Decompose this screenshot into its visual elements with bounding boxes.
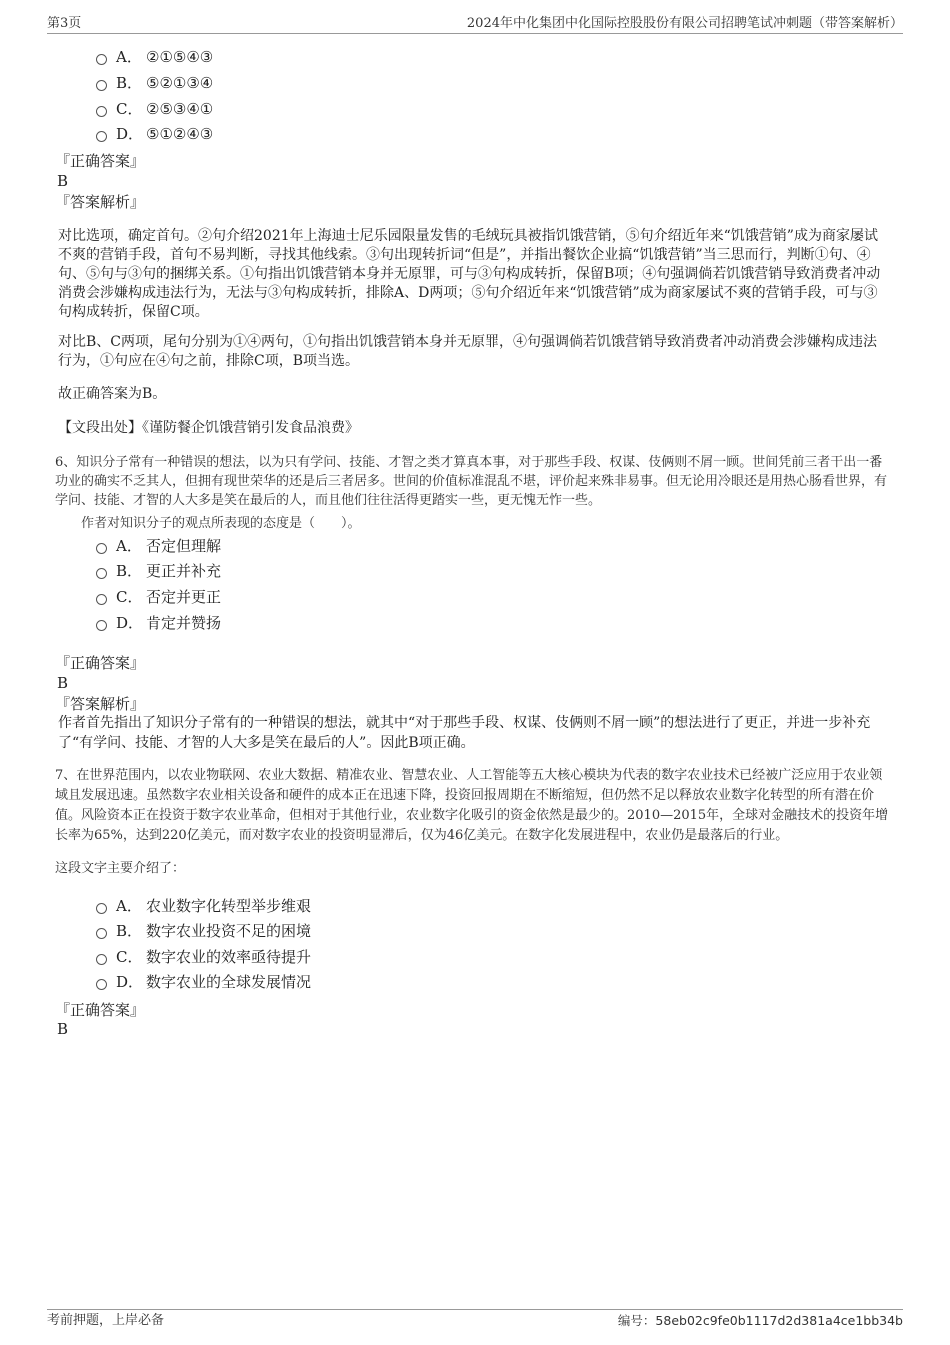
radio-icon[interactable] [96, 54, 107, 65]
q7-option-d[interactable]: D． 数字农业的全球发展情况 [96, 973, 311, 991]
q5-option-b[interactable]: B． ⑤②①③④ [96, 74, 213, 92]
q5-answer-label: 『正确答案』 [55, 152, 146, 170]
q5-analysis-paragraph-2: 对比B、C两项，尾句分别为①④两句，①句指出饥饿营销本身并无原罪，④句强调倘若饥饿营销导致消费者冲动消费会涉嫌构成违法行为，①句应在④句之前，排除C项，B项当选。 [58, 334, 877, 369]
q6-analysis: 作者首先指出了知识分子常有的一种错误的想法，就其中“对于那些手段、权谋、伎俩则不屑一顾”的想法进行了更正，并进一步补充了“有学问、技能、才智的人大多是笑在最后的人”。因此B项正确。 [58, 715, 871, 751]
q5-option-c[interactable]: C． ②⑤③④① [96, 100, 213, 118]
radio-icon[interactable] [96, 80, 107, 91]
footer-slogan: 考前押题，上岸必备 [47, 1313, 165, 1328]
q7-question: 这段文字主要介绍了： [55, 861, 186, 876]
q6-option-b[interactable]: B． 更正并补充 [96, 562, 221, 580]
radio-icon[interactable] [96, 131, 107, 142]
q7-option-a[interactable]: A． 农业数字化转型举步维艰 [96, 897, 311, 915]
footer-divider [47, 1309, 903, 1310]
q6-analysis-label: 『答案解析』 [55, 695, 146, 713]
radio-icon[interactable] [96, 106, 107, 117]
radio-icon[interactable] [96, 903, 107, 914]
q7-answer: B [57, 1020, 69, 1038]
q7-option-c[interactable]: C． 数字农业的效率亟待提升 [96, 948, 311, 966]
radio-icon[interactable] [96, 979, 107, 990]
q7-answer-label: 『正确答案』 [55, 1001, 146, 1019]
footer-document-id: 编号：58eb02c9fe0b1117d2d381a4ce1bb34b [617, 1313, 903, 1328]
q5-option-a[interactable]: A． ②①⑤④③ [96, 48, 213, 66]
radio-icon[interactable] [96, 594, 107, 605]
radio-icon[interactable] [96, 928, 107, 939]
q5-source: 【文段出处】《谨防餐企饥饿营销引发食品浪费》 [58, 420, 359, 436]
radio-icon[interactable] [96, 620, 107, 631]
q5-answer: B [57, 172, 69, 190]
q6-option-a[interactable]: A． 否定但理解 [96, 537, 221, 555]
q6-answer: B [57, 674, 69, 692]
q7-stem: 7、在世界范围内，以农业物联网、农业大数据、精准农业、智慧农业、人工智能等五大核心模块为代表的数字农业技术已经被广泛应用于农业领域且发展迅速。虽然数字农业相关设备和硬件的成本正在迅速下降，投资回报周期在不断缩短，但仍然不足以释放农业数字化转型的所有潜在价值。风险资本正在投资于数字农业革命，但相对于其他行业，农业数字化吸引的资金依然是最少的。2010—2015年，全球对金融技术的投资年增长率为65%，达到220亿美元，而对数字农业的投资明显滞后，仅为46亿美元。在数字化发展进程中，农业仍是最落后的行业。 [55, 768, 889, 843]
q6-option-c[interactable]: C． 否定并更正 [96, 588, 221, 606]
q5-analysis-label: 『答案解析』 [55, 193, 146, 211]
radio-icon[interactable] [96, 954, 107, 965]
radio-icon[interactable] [96, 543, 107, 554]
q6-question: 作者对知识分子的观点所表现的态度是（ ）。 [81, 516, 361, 531]
q6-option-d[interactable]: D． 肯定并赞扬 [96, 614, 221, 632]
q6-answer-label: 『正确答案』 [55, 654, 146, 672]
q5-analysis-paragraph-1: 对比选项，确定首句。②句介绍2021年上海迪士尼乐园限量发售的毛绒玩具被指饥饿营销，⑤句介绍近年来“饥饿营销”成为商家屡试不爽的营销手段，首句不易判断，寻找其他线索。③句出现转折词“但是”，并指出餐饮企业搞“饥饿营销”当三思而行，判断①句、④句、⑤句与③句的捆绑关系。①句指出饥饿营销本身并无原罪，可与③句构成转折，保留B项；④句强调倘若饥饿营销导致消费者冲动消费会涉嫌构成违法行为，无法与③句构成转折，排除A、D两项；⑤句介绍近年来“饥饿营销”成为商家屡试不爽的营销手段，可与③句构成转折，保留C项。 [58, 228, 881, 320]
page-number: 第3页 [47, 16, 82, 31]
document-title: 2024年中化集团中化国际控股股份有限公司招聘笔试冲刺题（带答案解析） [466, 16, 903, 31]
radio-icon[interactable] [96, 568, 107, 579]
q5-option-d[interactable]: D． ⑤①②④③ [96, 125, 213, 143]
header-divider [47, 33, 903, 34]
q7-option-b[interactable]: B． 数字农业投资不足的困境 [96, 922, 311, 940]
q5-analysis-paragraph-3: 故正确答案为B。 [58, 386, 167, 402]
q6-stem: 6、知识分子常有一种错误的想法，以为只有学问、技能、才智之类才算真本事，对于那些手段、权谋、伎俩则不屑一顾。世间凭前三者干出一番功业的确实不乏其人，但拥有现世荣华的还是后三者居多。世间的价值标准混乱不堪，评价起来殊非易事。但无论用冷眼还是用热心肠看世界，有学问、技能、才智的人大多是笑在最后的人，而且他们往往活得更踏实一些，更无愧无怍一些。 [55, 455, 888, 508]
